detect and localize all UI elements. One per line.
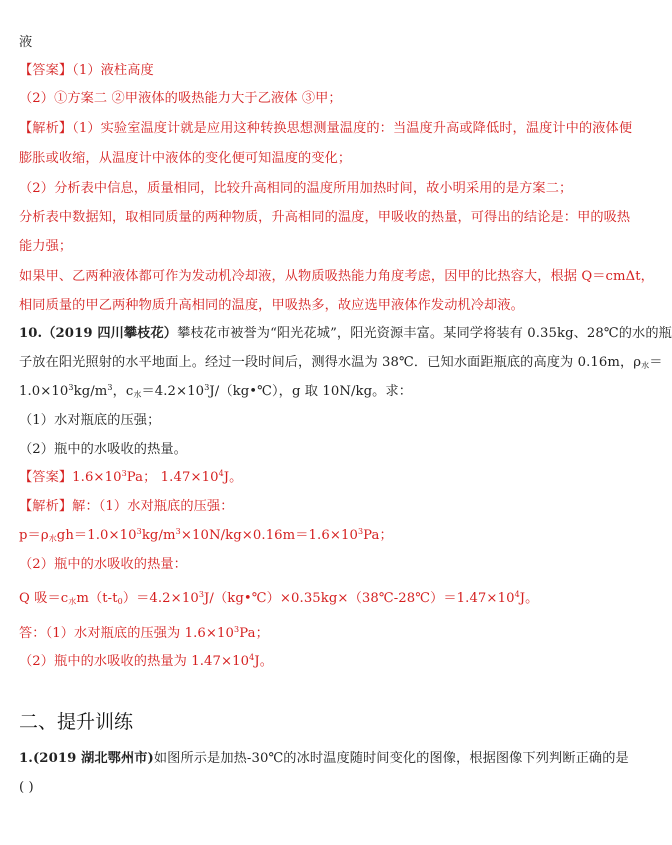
question-10-line: $1.0\times 10^3kg/m^3$，$c_水=4.2\times 10^3J/(kg•℃)$，g 取 10N/kg。求： — [19, 383, 413, 399]
analysis-line: 如果甲、乙两种液体都可作为发动机冷却液，从物质吸热能力角度考虑，因甲的比热容大，根据 Q＝cmΔt， — [19, 269, 654, 284]
analysis-tag: 【解析】 — [19, 499, 73, 514]
answer-tag: 【答案】 — [19, 63, 73, 78]
answer-line: （2）①方案二 ②甲液体的吸热能力大于乙液体 ③甲； — [19, 91, 342, 106]
question-number: 1.(2019 湖北鄂州市) — [19, 751, 154, 766]
analysis-tag: 【解析】 — [19, 121, 73, 136]
analysis-line: 答：（1）水对瓶底的压强为 $1.6\times 10^3Pa$； — [19, 625, 269, 641]
answer-line: 【答案】（1）液柱高度 — [19, 63, 154, 78]
answer-blank: ( ) — [19, 780, 34, 795]
analysis-line: $p=\rho_水gh=1.0\times 10^3kg/m^3\times 10N/kg\times 0.16m=1.6\times 10^3Pa$； — [19, 527, 393, 543]
question-10-part: （1）水对瓶底的压强； — [19, 413, 161, 428]
text-line: 液 — [19, 35, 33, 50]
analysis-line: （2）分析表中信息，质量相同，比较升高相同的温度所用加热时间，故小明采用的是方案二； — [19, 181, 573, 196]
question-10-part: （2）瓶中的水吸收的热量。 — [19, 442, 187, 457]
answer-line: 【答案】$1.6\times 10^3Pa$； $1.47\times 10^4J$。 — [19, 469, 243, 485]
analysis-line: （2）瓶中的水吸收的热量为 $1.47\times 10^4J$。 — [19, 653, 274, 669]
analysis-line: 【解析】（1）实验室温度计就是应用这种转换思想测量温度的：当温度升高或降低时，温度计中的液体便 — [19, 121, 633, 136]
analysis-line: （2）瓶中的水吸收的热量： — [19, 557, 187, 572]
analysis-line: 膨胀或收缩，从温度计中液体的变化便可知温度的变化； — [19, 151, 352, 166]
analysis-line: 相同质量的甲乙两种物质升高相同的温度，甲吸热多，故应选甲液体作发动机冷却液。 — [19, 298, 524, 313]
question-10-line: 子放在阳光照射的水平地面上。经过一段时间后，测得水温为 38℃．已知水面距瓶底的高度为 0.16m，$\rho_水=$ — [19, 355, 663, 370]
analysis-line: Q 吸$=c_水m(t-t_0)=4.2\times 10^3J/(kg•℃)\times 0.35kg\times(38℃-28℃)=1.47\times 10^4J$。 — [19, 590, 539, 606]
analysis-line: 能力强； — [19, 239, 73, 254]
question-1-line: 1.(2019 湖北鄂州市)如图所示是加热-30℃的冰时温度随时间变化的图像，根据图像下列判断正确的是 — [19, 751, 629, 766]
analysis-line: 【解析】解：（1）水对瓶底的压强： — [19, 499, 234, 514]
analysis-line: 分析表中数据知，取相同质量的两种物质，升高相同的温度，甲吸收的热量，可得出的结论是：甲的吸热 — [19, 210, 631, 225]
question-number: 10.（2019 四川攀枝花） — [19, 326, 178, 341]
question-10-line: 10.（2019 四川攀枝花）攀枝花市被誉为“阳光花城”，阳光资源丰富。某同学将装有 0.35kg、28℃的水的瓶 — [19, 326, 672, 341]
answer-tag: 【答案】 — [19, 470, 73, 485]
section-title: 二、提升训练 — [19, 711, 134, 733]
